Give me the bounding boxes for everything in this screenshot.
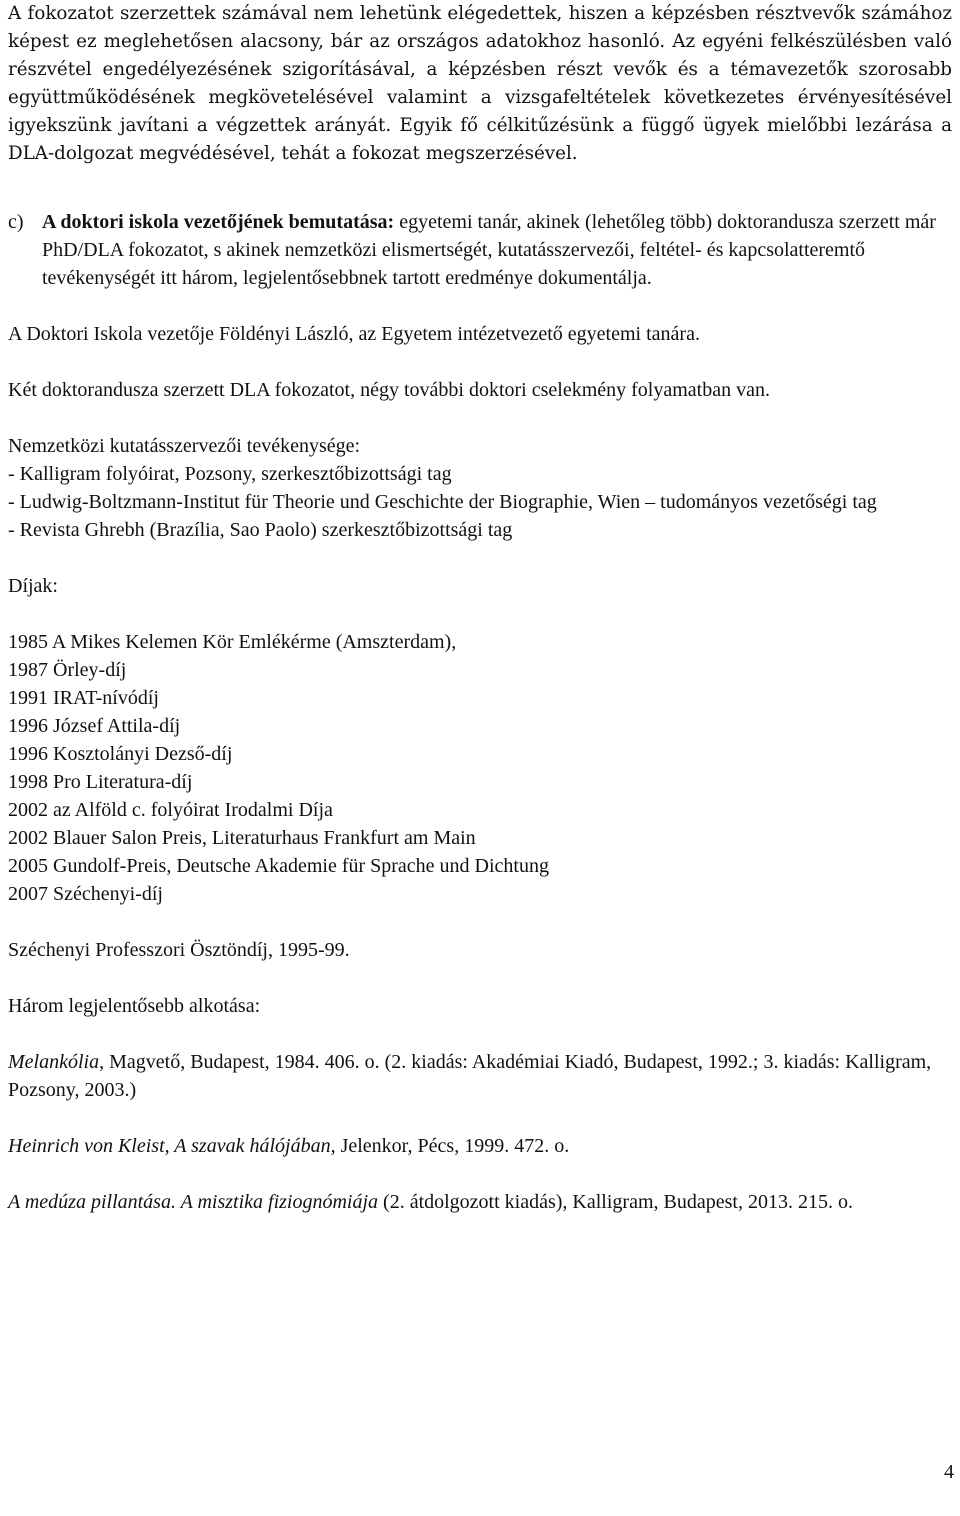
work-item xyxy=(8,1188,952,1216)
work-item xyxy=(8,1132,952,1160)
international-item: - Revista Ghrebh (Brazília, Sao Paolo) szerkesztőbizottsági tag xyxy=(8,519,513,541)
award-item: 1987 Örley-díj xyxy=(8,659,127,681)
page-number: 4 xyxy=(944,1461,954,1483)
award-item: 1996 József Attila-díj xyxy=(8,715,181,737)
work-details: , Magvető, Budapest, 1984. 406. o. (2. kiadás: Akadémiai Kiadó, Budapest, 1992.; 3. kiadás: Kalligram, Pozsony, 2003.) xyxy=(8,1051,932,1101)
work-title: Melankólia xyxy=(8,1051,100,1073)
scholarship: Széchenyi Professzori Ösztöndíj, 1995-99. xyxy=(8,939,350,961)
international-item: - Ludwig-Boltzmann-Institut für Theorie und Geschichte der Biographie, Wien – tudományos vezetőségi tag xyxy=(8,491,877,513)
section-c-label: c) xyxy=(8,211,24,233)
work-details: , Jelenkor, Pécs, 1999. 472. o. xyxy=(330,1135,570,1157)
international-item: - Kalligram folyóirat, Pozsony, szerkesztőbizottsági tag xyxy=(8,463,452,485)
award-item: 2002 Blauer Salon Preis, Literaturhaus Frankfurt am Main xyxy=(8,827,476,849)
award-item: 1996 Kosztolányi Dezső-díj xyxy=(8,743,233,765)
award-item: 2002 az Alföld c. folyóirat Irodalmi Díja xyxy=(8,799,333,821)
section-c-heading: A doktori iskola vezetőjének bemutatása: xyxy=(42,211,395,233)
award-item: 1985 A Mikes Kelemen Kör Emlékérme (Amszterdam), xyxy=(8,631,457,653)
leader-statement: A Doktori Iskola vezetője Földényi László, az Egyetem intézetvezető egyetemi tanára. xyxy=(8,323,700,345)
award-item: 1998 Pro Literatura-díj xyxy=(8,771,193,793)
work-title: A medúza pillantása. A misztika fiziognómiája xyxy=(8,1191,379,1213)
international-heading: Nemzetközi kutatásszervezői tevékenysége: xyxy=(8,435,361,457)
award-item: 2005 Gundolf-Preis, Deutsche Akademie für Sprache und Dichtung xyxy=(8,855,549,877)
work-item xyxy=(8,1048,952,1104)
document-page xyxy=(8,0,952,1216)
awards-heading: Díjak: xyxy=(8,575,58,597)
students-statement: Két doktorandusza szerzett DLA fokozatot, négy további doktori cselekmény folyamatban van. xyxy=(8,379,770,401)
award-item: 2007 Széchenyi-díj xyxy=(8,883,163,905)
section-c xyxy=(8,208,952,292)
intro-paragraph: A fokozatot szerzettek számával nem lehetünk elégedettek, hiszen a képzésben résztvevők számához képest ez meglehetősen alacsony, bár az országos adatokhoz hasonló. Az egyéni felkészülésben való részvétel engedélyezésének szigorításával, a képzésben részt vevők és a témavezetők szorosabb együttműködésének megkövetelésével valamint a vizsgafeltételek következetes érvényesítésével igyekszünk javítani a végzettek arányát. Egyik fő célkitűzésünk a függő ügyek mielőbbi lezárása a DLA-dolgozat megvédésével, tehát a fokozat megszerzésével. xyxy=(8,3,952,164)
international-section xyxy=(8,432,952,544)
work-details: (2. átdolgozott kiadás), Kalligram, Budapest, 2013. 215. o. xyxy=(378,1191,853,1213)
award-item: 1991 IRAT-nívódíj xyxy=(8,687,159,709)
awards-list xyxy=(8,628,952,908)
section-c-body xyxy=(42,208,952,292)
works-heading: Három legjelentősebb alkotása: xyxy=(8,995,261,1017)
section-c-text: egyetemi tanár, akinek (lehetőleg több) doktorandusza szerzett már PhD/DLA fokozatot, s akinek nemzetközi elismertségét, kutatásszervezői, feltétel- és kapcsolatteremtő tevékenységét itt három, legjelentősebbnek tartott eredménye dokumentálja. xyxy=(42,211,936,289)
work-title: Heinrich von Kleist, A szavak hálójában xyxy=(8,1135,331,1157)
